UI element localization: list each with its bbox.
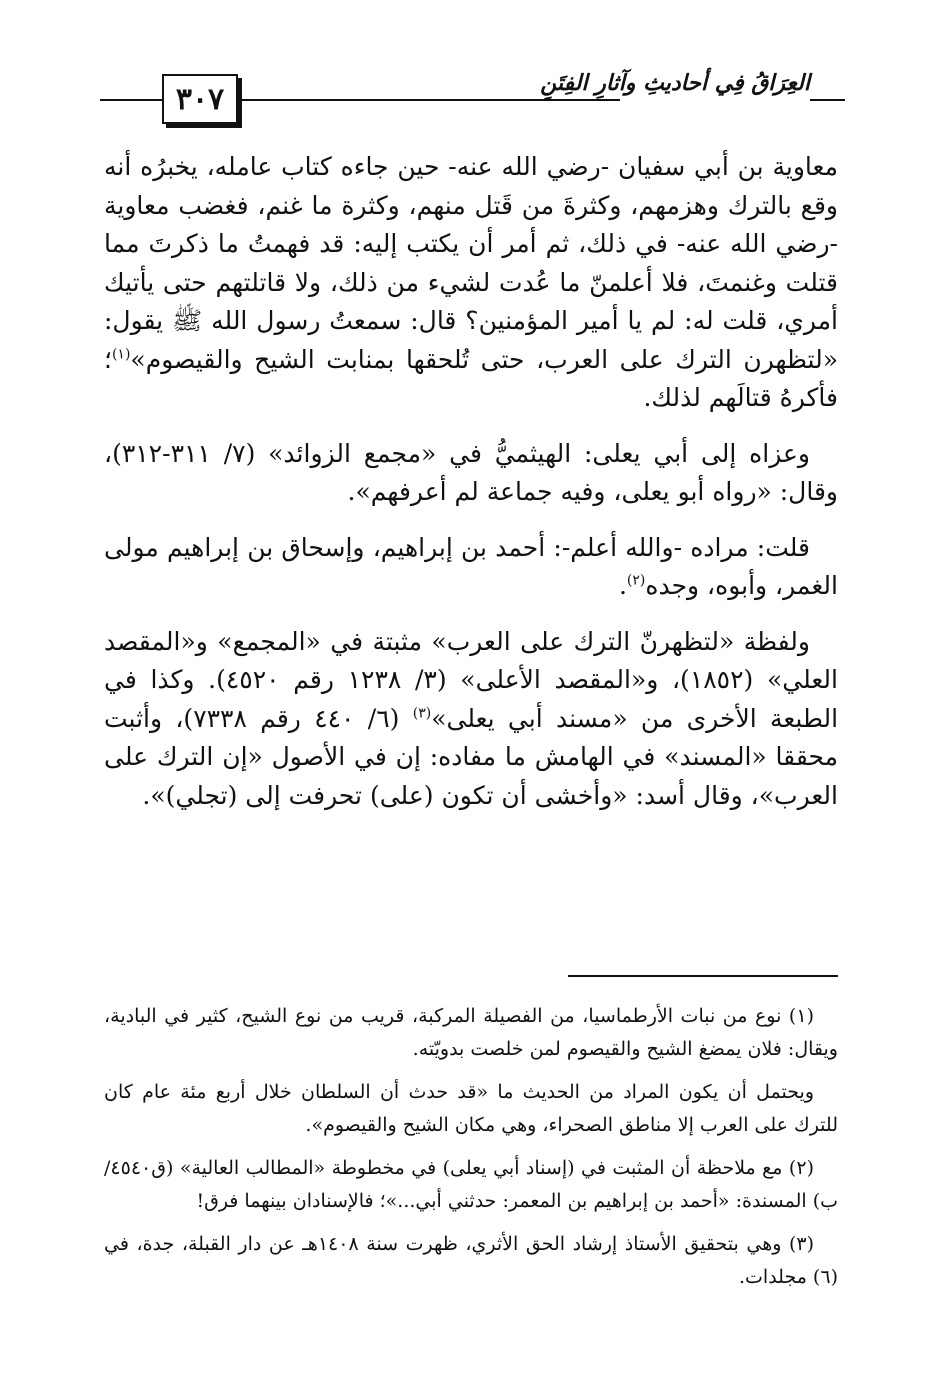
paragraph	[104, 148, 838, 418]
header-rule-middle	[240, 99, 620, 101]
header-rule-left	[100, 99, 162, 101]
paragraph-text-tail: (٦/ ٤٤٠ رقم ٧٣٣٨)، وأثبت محققا «المسند» في الهامش ما مفاده: إن في الأصول «إن الترك على العرب»، وقال أسد: «وأخشى أن تكون (على) تحرفت إلى (تجلي)».	[104, 703, 838, 810]
main-text	[104, 148, 838, 832]
paragraph	[104, 623, 838, 816]
footnote: (١) نوع من نبات الأرطماسيا، من الفصيلة المركبة، قريب من نوع الشيح، كثير في البادية، ويقال: فلان يمضغ الشيح والقيصوم لمن خلصت بدويّته.	[104, 1005, 838, 1060]
page-number: ٣٠٧	[162, 74, 238, 124]
footnotes	[104, 1000, 838, 1304]
book-title: العِرَاقُ فِي أحاديثِ وآثارِ الفِتَنِ	[540, 70, 810, 96]
paragraph-text-tail: .	[618, 571, 627, 600]
footnote: (٢) مع ملاحظة أن المثبت في (إسناد أبي يعلى) في مخطوطة «المطالب العالية» (ق٤٥٤٠/ب) المسندة: «أحمد بن إبراهيم بن المعمر: حدثني أبي...»؛ فالإسنادان بينهما فرق!	[104, 1157, 838, 1212]
footnote-separator	[568, 975, 838, 977]
paragraph-text: معاوية بن أبي سفيان -رضي الله عنه- حين جاءه كتاب عامله، يخبرُه أنه وقع بالترك وهزمهم، وكثرةَ من قَتل منهم، وكثرة ما غنم، فغضب معاوية -رضي الله عنه- في ذلك، ثم أمر أن يكتب إليه: قد فهمتُ ما ذكرتَ مما قتلت وغنمتَ، فلا أعلمنّ ما عُدت لشيء من ذلك، ولا قاتلتهم حتى يأتيك أمري، قلت له: لم يا أمير المؤمنين؟ قال: سمعتُ رسول الله ﷺ يقول: «لتظهرن الترك على العرب، حتى تُلحقها بمنابت الشيح والقيصوم»	[104, 152, 838, 374]
footnote: (٣) وهي بتحقيق الأستاذ إرشاد الحق الأثري، ظهرت سنة ١٤٠٨هـ عن دار القبلة، جدة، في (٦) مجلدات.	[104, 1233, 838, 1288]
paragraph-text: وعزاه إلى أبي يعلى: الهيثميُّ في «مجمع الزوائد» (٧/ ٣١١-٣١٢)، وقال: «رواه أبو يعلى، وفيه جماعة لم أعرفهم».	[104, 438, 838, 506]
paragraph-text: قلت: مراده -والله أعلم-: أحمد بن إبراهيم، وإسحاق بن إبراهيم مولى الغمر، وأبوه، وجده	[104, 532, 838, 600]
paragraph-text-tail: ؛ فأكرهُ قتالَهم لذلك.	[104, 344, 838, 412]
paragraph	[104, 435, 838, 512]
running-header	[100, 52, 845, 132]
paragraph-text: ولفظة «لتظهرنّ الترك على العرب» مثبتة في «المجمع» و«المقصد العلي» (١٨٥٢)، و«المقصد الأعلى» (٣/ ١٢٣٨ رقم ٤٥٢٠). وكذا في الطبعة الأخرى من «مسند أبي يعلى»	[104, 626, 839, 733]
footnote-reference[interactable]: (٣)	[412, 705, 432, 722]
footnote-reference[interactable]: (١)	[111, 346, 131, 363]
footnote: ويحتمل أن يكون المراد من الحديث ما «قد حدث أن السلطان خلال أربع مئة عام كان للترك على العرب إلا مناطق الصحراء، وهي مكان الشيح والقيصوم».	[104, 1081, 838, 1136]
paragraph	[104, 529, 838, 606]
header-rule-right	[810, 99, 845, 101]
footnote-reference[interactable]: (٢)	[626, 572, 646, 589]
